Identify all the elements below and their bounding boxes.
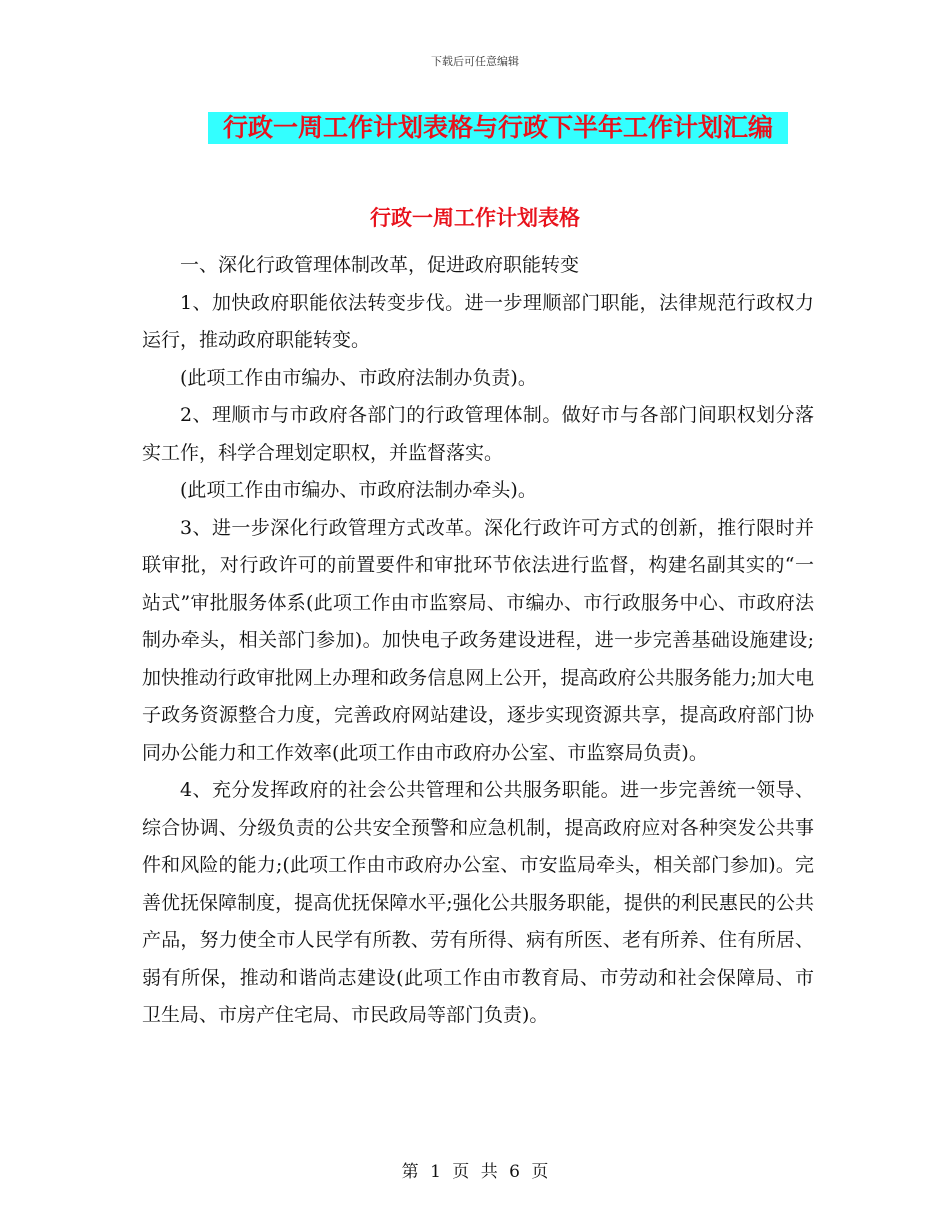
- header-note: 下载后可任意编辑: [431, 55, 519, 68]
- main-title: 行政一周工作计划表格与行政下半年工作计划汇编: [208, 112, 788, 144]
- paragraph-item-2: 2、理顺市与市政府各部门的行政管理体制。做好市与各部门间职权划分落实工作，科学合理划定职权，并监督落实。: [142, 404, 814, 464]
- paragraph-item-1: 1、加快政府职能依法转变步伐。进一步理顺部门职能，法律规范行政权力运行，推动政府职能转变。: [142, 291, 814, 351]
- page-indicator: 第 1 页 共 6 页: [401, 1162, 549, 1182]
- paragraph-note-2: (此项工作由市编办、市政府法制办牵头)。: [180, 479, 537, 501]
- paragraph-item-4: 4、充分发挥政府的社会公共管理和公共服务职能。进一步完善统一领导、综合协调、分级负责的公共安全预警和应急机制，提高政府应对各种突发公共事件和风险的能力;(此项工作由市政府办公室、市安监局牵头，相关部门参加)。完善优抚保障制度，提高优抚保障水平;强化公共服务职能，提供的利民惠民的公共产品，努力使全市人民学有所教、劳有所得、病有所医、老有所养、住有所居、弱有所保，推动和谐尚志建设(此项工作由市教育局、市劳动和社会保障局、市卫生局、市房产住宅局、市民政局等部门负责)。: [142, 779, 814, 1026]
- sub-title: 行政一周工作计划表格: [370, 206, 580, 230]
- paragraph-item-3: 3、进一步深化行政管理方式改革。深化行政许可方式的创新，推行限时并联审批，对行政许可的前置要件和审批环节依法进行监督，构建名副其实的“一站式”审批服务体系(此项工作由市监察局、市编办、市行政服务中心、市政府法制办牵头，相关部门参加)。加快电子政务建设进程，进一步完善基础设施建设;加快推动行政审批网上办理和政务信息网上公开，提高政府公共服务能力;加大电子政务资源整合力度，完善政府网站建设，逐步实现资源共享，提高政府部门协同办公能力和工作效率(此项工作由市政府办公室、市监察局负责)。: [142, 516, 814, 764]
- paragraph-section-heading: 一、深化行政管理体制改革，促进政府职能转变: [180, 254, 580, 276]
- paragraph-note-1: (此项工作由市编办、市政府法制办负责)。: [180, 366, 537, 389]
- document-body: [142, 247, 814, 1035]
